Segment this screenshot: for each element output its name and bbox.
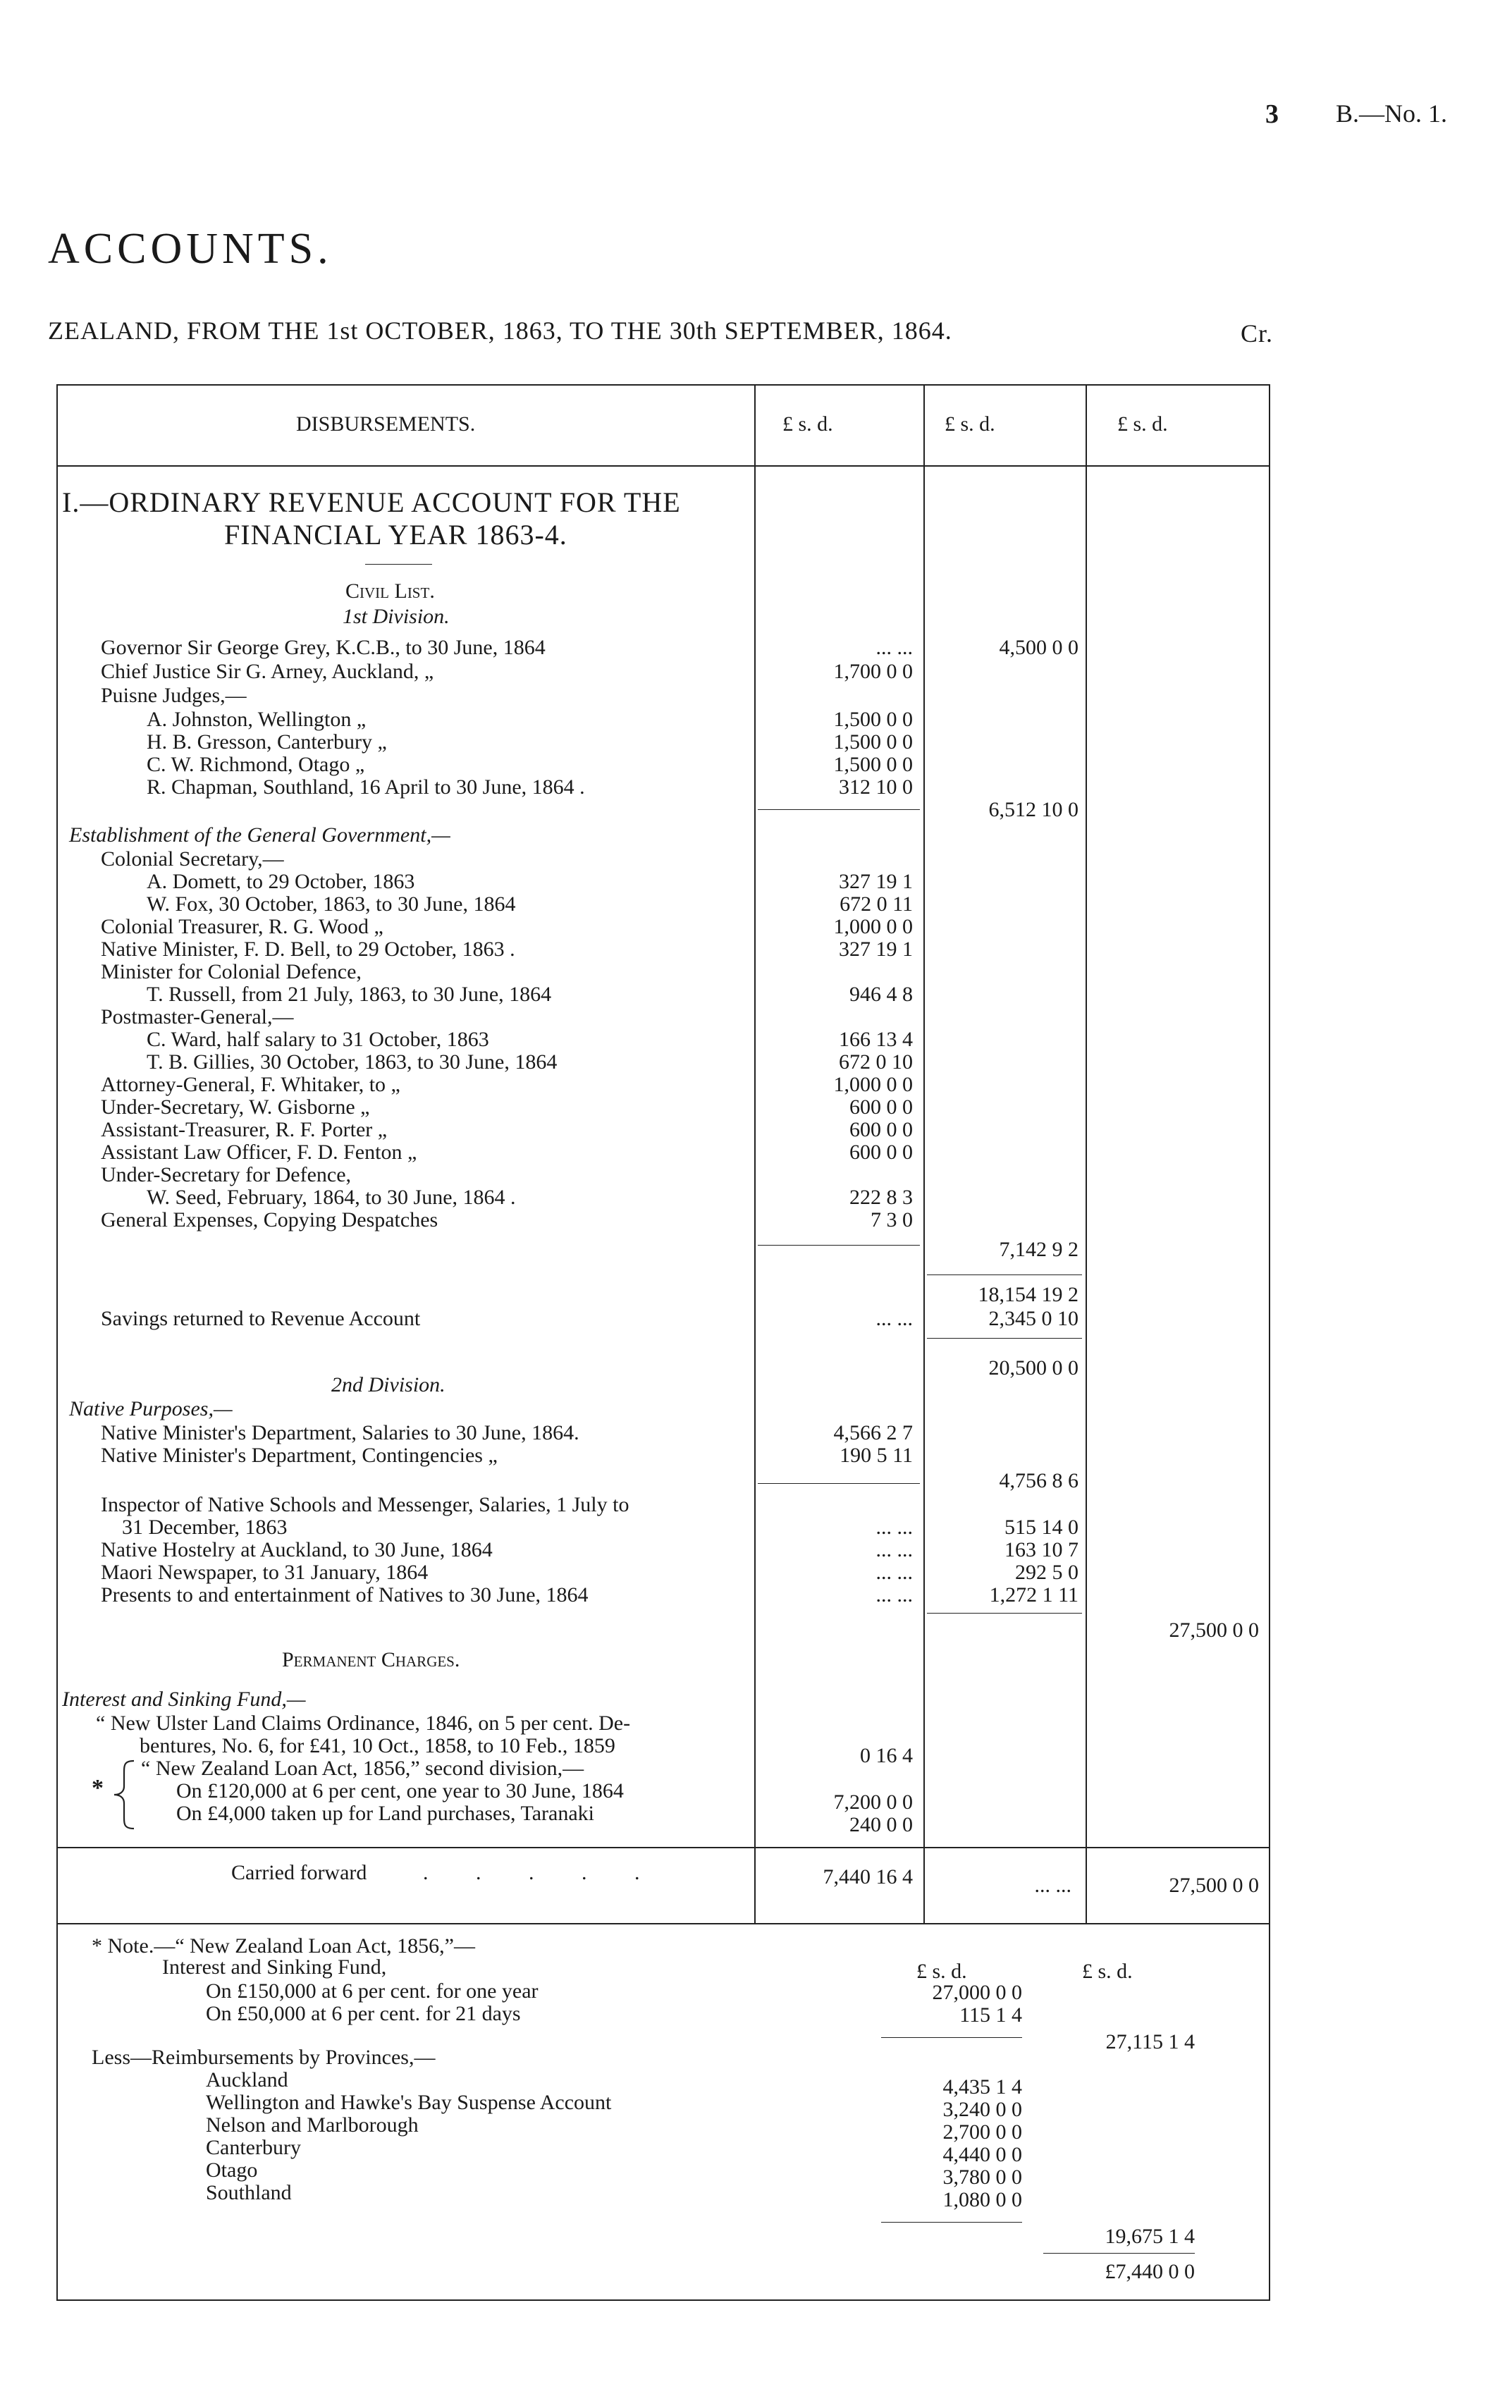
- interest-row-label: “ New Ulster Land Claims Ordinance, 1846, on 5 per cent. De-: [96, 1712, 631, 1735]
- note-province-col1: 2,700 0 0: [942, 2120, 1022, 2144]
- note-line-col1: 27,000 0 0: [932, 1981, 1022, 2004]
- document-reference: B.—No. 1.: [1336, 99, 1448, 128]
- heading-establishment: Establishment of the General Government,—: [69, 823, 450, 847]
- gov-row-col1: 1,000 0 0: [833, 1073, 913, 1096]
- gov-row-label: Colonial Secretary,—: [101, 847, 284, 871]
- subtotal-native: 4,756 8 6: [999, 1469, 1078, 1492]
- header-money-col2: £ s. d.: [945, 412, 995, 436]
- header-money-col3: £ s. d.: [1117, 412, 1168, 436]
- gov-row-col1: 166 13 4: [839, 1028, 913, 1051]
- row-label: Governor Sir George Grey, K.C.B., to 30 June, 1864: [101, 636, 546, 659]
- note-line-col1: 115 1 4: [959, 2003, 1022, 2027]
- gov-row-col1: 600 0 0: [849, 1141, 913, 1164]
- native-row-col1: 190 5 11: [840, 1444, 913, 1467]
- row-col1: 312 10 0: [839, 775, 913, 799]
- gov-row-label: Postmaster-General,—: [101, 1005, 294, 1028]
- gov-row-col1: 672 0 10: [839, 1050, 913, 1074]
- row-label: H. B. Gresson, Canterbury „: [147, 730, 387, 754]
- row-label: Chief Justice Sir G. Arney, Auckland, „: [101, 660, 434, 683]
- note-line-label: On £150,000 at 6 per cent. for one year: [206, 1979, 539, 2003]
- interest-row-label: On £120,000 at 6 per cent, one year to 30 June, 1864: [176, 1779, 624, 1802]
- gov-row-label: Assistant Law Officer, F. D. Fenton „: [101, 1141, 417, 1164]
- total-col3: 27,500 0 0: [1169, 1618, 1259, 1642]
- subtotal-first-division: 6,512 10 0: [988, 798, 1078, 821]
- footnote-star: *: [92, 1775, 104, 1801]
- note-province-label: Otago: [206, 2158, 258, 2182]
- gov-row-label: General Expenses, Copying Despatches: [101, 1208, 438, 1231]
- header-disbursements: DISBURSEMENTS.: [296, 412, 476, 436]
- note-sum1: 27,115 1 4: [1105, 2030, 1195, 2053]
- note-line-label: On £50,000 at 6 per cent. for 21 days: [206, 2002, 521, 2025]
- note-province-label: Wellington and Hawke's Bay Suspense Account: [206, 2091, 612, 2114]
- gov-row-label: W. Fox, 30 October, 1863, to 30 June, 1864: [147, 892, 516, 916]
- native-row2-col2: 163 10 7: [1004, 1538, 1078, 1561]
- native-row2-label: Presents to and entertainment of Natives to 30 June, 1864: [101, 1583, 589, 1607]
- row-col1: ... ...: [875, 636, 913, 659]
- heading-permanent-charges: Permanent Charges.: [282, 1648, 460, 1671]
- note-title: * Note.—“ New Zealand Loan Act, 1856,”—: [92, 1934, 475, 1958]
- brace-icon: [111, 1758, 137, 1831]
- heading-native-purposes: Native Purposes,—: [69, 1397, 233, 1420]
- note-interest: Interest and Sinking Fund,: [162, 1955, 387, 1979]
- gov-row-col1: 600 0 0: [849, 1095, 913, 1119]
- note-province-col1: 4,435 1 4: [942, 2075, 1022, 2099]
- gov-row-col1: 1,000 0 0: [833, 915, 913, 938]
- note-net: £7,440 0 0: [1105, 2260, 1195, 2283]
- interest-row-label: On £4,000 taken up for Land purchases, Taranaki: [176, 1802, 594, 1825]
- page-number: 3: [1265, 99, 1279, 129]
- native-row2-col2: 515 14 0: [1004, 1516, 1078, 1539]
- gov-row-label: T. B. Gillies, 30 October, 1863, to 30 June, 1864: [147, 1050, 558, 1074]
- note-province-label: Auckland: [206, 2068, 288, 2091]
- gov-row-col1: 7 3 0: [871, 1208, 913, 1231]
- heading-first-division: 1st Division.: [343, 605, 450, 628]
- native-row-label: Native Minister's Department, Salaries to 30 June, 1864.: [101, 1421, 579, 1444]
- gov-row-col1: 946 4 8: [849, 983, 913, 1006]
- gov-row-col1: 672 0 11: [840, 892, 913, 916]
- header-money-col1: £ s. d.: [782, 412, 833, 436]
- interest-row-label: bentures, No. 6, for £41, 10 Oct., 1858, to 10 Feb., 1859: [140, 1734, 615, 1757]
- gov-row-label: Assistant-Treasurer, R. F. Porter „: [101, 1118, 388, 1141]
- gov-row-label: Under-Secretary for Defence,: [101, 1163, 352, 1186]
- gov-row-label: Native Minister, F. D. Bell, to 29 October, 1863 .: [101, 938, 515, 961]
- native-row2-col1: ... ...: [875, 1583, 913, 1607]
- page-subtitle: ZEALAND, FROM THE 1st OCTOBER, 1863, TO THE 30th SEPTEMBER, 1864.: [48, 317, 952, 345]
- carried-forward-label: Carried forward: [231, 1861, 367, 1884]
- leader-dots: . . . . .: [423, 1861, 661, 1884]
- note-province-col1: 1,080 0 0: [942, 2188, 1022, 2211]
- note-province-label: Canterbury: [206, 2136, 301, 2159]
- row-col1: 1,700 0 0: [833, 660, 913, 683]
- row-col2: 4,500 0 0: [999, 636, 1078, 659]
- carried-forward-col2: ... ...: [1034, 1874, 1071, 1897]
- gov-row-label: A. Domett, to 29 October, 1863: [147, 870, 415, 893]
- native-row2-label: Native Hostelry at Auckland, to 30 June, 1864: [101, 1538, 493, 1561]
- row-label: Puisne Judges,—: [101, 684, 247, 707]
- interest-row-col1: 0 16 4: [860, 1744, 913, 1767]
- gov-row-label: Minister for Colonial Defence,: [101, 960, 362, 983]
- note-province-label: Nelson and Marlborough: [206, 2113, 419, 2137]
- note-province-col1: 3,780 0 0: [942, 2166, 1022, 2189]
- total-a: 18,154 19 2: [978, 1283, 1078, 1306]
- row-label: A. Johnston, Wellington „: [147, 708, 367, 731]
- carried-forward-col1: 7,440 16 4: [823, 1865, 913, 1888]
- native-row2-col2: 292 5 0: [1015, 1561, 1078, 1584]
- native-row2-label: Inspector of Native Schools and Messenger, Salaries, 1 July to: [101, 1493, 629, 1516]
- native-row2-col1: ... ...: [875, 1561, 913, 1584]
- savings-col1: ... ...: [875, 1307, 913, 1330]
- heading-civil-list: Civil List.: [345, 579, 435, 603]
- note-header-col2: £ s. d.: [1082, 1960, 1133, 1983]
- total-b: 20,500 0 0: [988, 1356, 1078, 1380]
- section-title-line1: I.—ORDINARY REVENUE ACCOUNT FOR THE: [62, 486, 681, 518]
- interest-row-col1: 240 0 0: [849, 1813, 913, 1836]
- gov-row-col1: 600 0 0: [849, 1118, 913, 1141]
- native-row2-col2: 1,272 1 11: [989, 1583, 1078, 1607]
- gov-row-label: C. Ward, half salary to 31 October, 1863: [147, 1028, 489, 1051]
- section-title-line2: FINANCIAL YEAR 1863-4.: [224, 519, 567, 551]
- row-label: R. Chapman, Southland, 16 April to 30 June, 1864 .: [147, 775, 585, 799]
- gov-row-col1: 222 8 3: [849, 1186, 913, 1209]
- row-col1: 1,500 0 0: [833, 730, 913, 754]
- gov-row-label: Colonial Treasurer, R. G. Wood „: [101, 915, 383, 938]
- note-province-label: Southland: [206, 2181, 292, 2204]
- native-row-col1: 4,566 2 7: [833, 1421, 913, 1444]
- row-col1: 1,500 0 0: [833, 708, 913, 731]
- interest-row-label: “ New Zealand Loan Act, 1856,” second division,—: [141, 1757, 584, 1780]
- gov-row-col1: 327 19 1: [839, 870, 913, 893]
- page-title: ACCOUNTS.: [48, 225, 333, 273]
- heading-second-division: 2nd Division.: [331, 1373, 445, 1396]
- savings-label: Savings returned to Revenue Account: [101, 1307, 421, 1330]
- subtotal-establishment: 7,142 9 2: [999, 1238, 1078, 1261]
- row-col1: 1,500 0 0: [833, 753, 913, 776]
- native-row2-label: Maori Newspaper, to 31 January, 1864: [101, 1561, 429, 1584]
- note-province-col1: 4,440 0 0: [942, 2143, 1022, 2166]
- carried-forward-col3: 27,500 0 0: [1169, 1874, 1259, 1897]
- note-sum2: 19,675 1 4: [1105, 2225, 1195, 2248]
- gov-row-label: Under-Secretary, W. Gisborne „: [101, 1095, 370, 1119]
- interest-row-col1: 7,200 0 0: [833, 1790, 913, 1814]
- note-province-col1: 3,240 0 0: [942, 2098, 1022, 2121]
- native-row2-label: 31 December, 1863: [122, 1516, 288, 1539]
- note-less: Less—Reimbursements by Provinces,—: [92, 2046, 436, 2069]
- note-header-col1: £ s. d.: [916, 1960, 967, 1983]
- native-row2-col1: ... ...: [875, 1516, 913, 1539]
- credit-label: Cr.: [1241, 319, 1274, 348]
- heading-interest-sinking-fund: Interest and Sinking Fund,—: [62, 1688, 306, 1711]
- native-row2-col1: ... ...: [875, 1538, 913, 1561]
- gov-row-col1: 327 19 1: [839, 938, 913, 961]
- gov-row-label: Attorney-General, F. Whitaker, to „: [101, 1073, 400, 1096]
- row-label: C. W. Richmond, Otago „: [147, 753, 365, 776]
- savings-col2: 2,345 0 10: [988, 1307, 1078, 1330]
- native-row-label: Native Minister's Department, Contingencies „: [101, 1444, 498, 1467]
- gov-row-label: T. Russell, from 21 July, 1863, to 30 June, 1864: [147, 983, 552, 1006]
- gov-row-label: W. Seed, February, 1864, to 30 June, 1864 .: [147, 1186, 516, 1209]
